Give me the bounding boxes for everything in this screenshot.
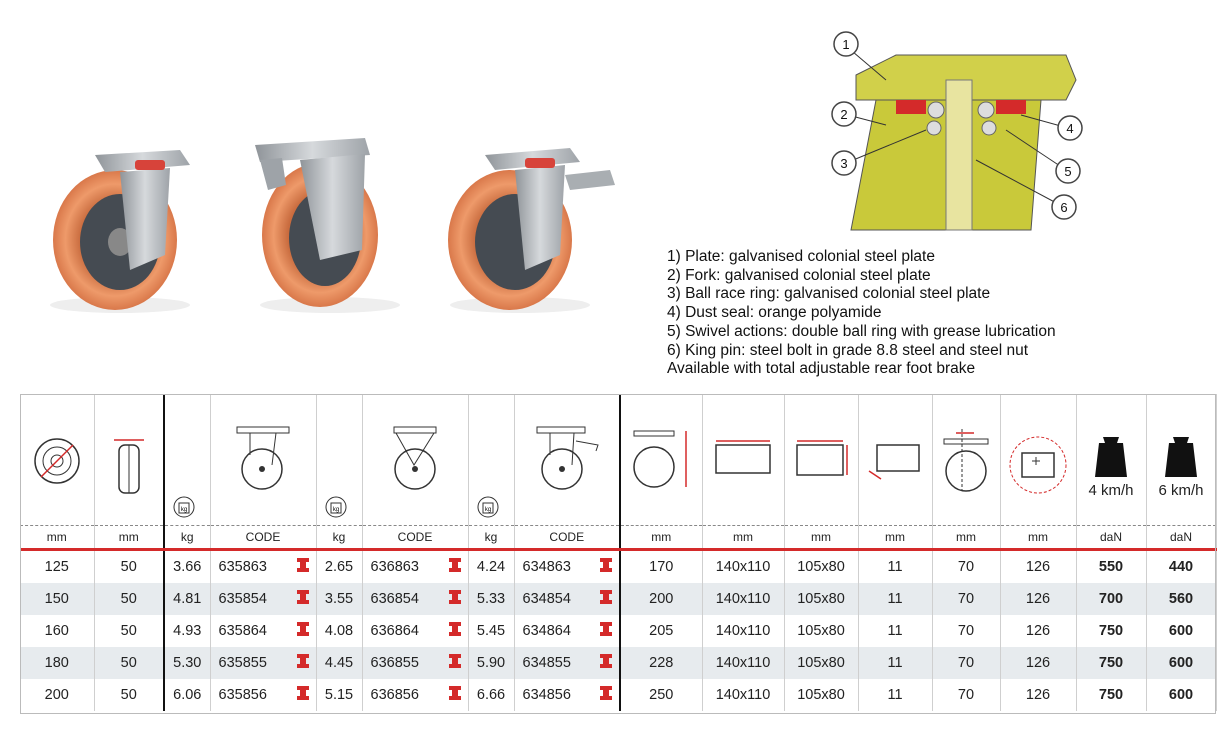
cell-value: 105x80 <box>797 591 845 607</box>
cell-radius <box>1000 647 1076 679</box>
cell-value: 125 <box>44 559 69 575</box>
cell-kg1 <box>164 647 210 679</box>
cell-holes <box>784 647 858 679</box>
cell-value: 11 <box>887 687 903 703</box>
cell-bolt <box>858 583 932 615</box>
cell-d <box>20 679 94 711</box>
cell-c1 <box>210 647 316 679</box>
legend-item: 4) Dust seal: orange polyamide <box>667 304 882 322</box>
wheel-width-icon <box>94 395 164 526</box>
cell-value: 4.08 <box>324 623 354 639</box>
cell-l4 <box>1076 647 1146 679</box>
cell-kg2 <box>316 615 362 647</box>
cell-kg3 <box>468 615 514 647</box>
cell-kg3 <box>468 679 514 711</box>
legend-item: 3) Ball race ring: galvanised colonial steel plate <box>667 285 991 303</box>
cell-value: 550 <box>1098 559 1124 575</box>
cell-value: 126 <box>1025 623 1051 639</box>
weight-icon <box>477 495 499 519</box>
callout-3: 3 <box>840 156 848 171</box>
cell-value: 50 <box>120 591 137 607</box>
cell-value: 4.93 <box>173 623 202 639</box>
legend-item: 5) Swivel actions: double ball ring with grease lubrication <box>667 322 1056 340</box>
cell-plate <box>702 679 784 711</box>
cell-value: 6.66 <box>476 687 506 703</box>
unit-cell: mm <box>784 526 858 550</box>
callout-5: 5 <box>1064 164 1072 179</box>
red-icon <box>599 685 613 703</box>
cell-radius <box>1000 679 1076 711</box>
unit-cell: kg <box>468 526 514 550</box>
cell-value: 250 <box>649 687 674 703</box>
cell-w <box>94 583 164 615</box>
cell-value: 105x80 <box>797 559 845 575</box>
weight-icon <box>325 495 347 519</box>
table-row <box>20 679 1216 711</box>
cell-bolt <box>858 647 932 679</box>
unit-cell: mm <box>94 526 164 550</box>
cell-value: 140x110 <box>715 623 771 639</box>
cell-bolt <box>858 615 932 647</box>
component-legend <box>667 248 1056 379</box>
cell-value: 126 <box>1025 559 1051 575</box>
bolt-hole-icon <box>858 395 932 526</box>
cell-value: 5.90 <box>476 655 506 671</box>
units-row <box>20 526 1216 550</box>
cell-c2 <box>362 615 468 647</box>
cell-value: 635863 <box>218 559 267 575</box>
cell-l6 <box>1146 679 1216 711</box>
cell-plate <box>702 615 784 647</box>
cell-kg1 <box>164 550 210 584</box>
hole-spacing-icon <box>784 395 858 526</box>
cell-value: 70 <box>957 687 975 703</box>
unit-cell: mm <box>1000 526 1076 550</box>
cell-l6 <box>1146 615 1216 647</box>
cell-kg2 <box>316 550 362 584</box>
red-icon <box>599 589 613 607</box>
unit-cell: daN <box>1076 526 1146 550</box>
cell-c1 <box>210 615 316 647</box>
red-icon <box>296 653 310 671</box>
brake-castor-icon <box>514 395 620 526</box>
cell-bolt <box>858 550 932 584</box>
cell-kg1 <box>164 679 210 711</box>
table-row <box>20 647 1216 679</box>
cell-value: 634855 <box>522 655 571 671</box>
cell-holes <box>784 679 858 711</box>
cell-l4 <box>1076 679 1146 711</box>
cell-w <box>94 679 164 711</box>
cell-value: 11 <box>887 559 903 575</box>
cell-c2 <box>362 550 468 584</box>
cell-value: 11 <box>887 591 903 607</box>
unit-cell: mm <box>20 526 94 550</box>
legend-note: Available with total adjustable rear foot brake <box>667 360 976 378</box>
red-icon <box>448 621 462 639</box>
product-photos <box>20 110 620 320</box>
cell-value: 70 <box>957 591 975 607</box>
cell-h <box>620 583 702 615</box>
unit-cell: kg <box>316 526 362 550</box>
cell-value: 750 <box>1098 687 1124 703</box>
red-icon <box>448 589 462 607</box>
cell-c1 <box>210 679 316 711</box>
weight-icon <box>173 495 195 519</box>
cell-offset <box>932 550 1000 584</box>
cell-kg2 <box>316 647 362 679</box>
cell-h <box>620 679 702 711</box>
cell-value: 635856 <box>218 687 267 703</box>
cell-value: 5.15 <box>324 687 354 703</box>
cell-c2 <box>362 583 468 615</box>
weight-col-brake <box>468 395 514 526</box>
cell-kg1 <box>164 583 210 615</box>
load-weight-icon <box>1093 435 1129 477</box>
cell-value: 5.45 <box>476 623 506 639</box>
cell-value: 600 <box>1168 655 1194 671</box>
cell-kg3 <box>468 583 514 615</box>
fixed-castor-photo <box>255 138 400 313</box>
cell-kg2 <box>316 679 362 711</box>
icon-header-row <box>20 395 1216 526</box>
cell-value: 126 <box>1025 591 1051 607</box>
legend-item: 6) King pin: steel bolt in grade 8.8 steel and steel nut <box>667 341 1029 359</box>
cell-offset <box>932 615 1000 647</box>
cell-value: 126 <box>1025 687 1051 703</box>
cell-plate <box>702 647 784 679</box>
load-4kmh-col <box>1076 395 1146 526</box>
cell-c1 <box>210 583 316 615</box>
cell-value: 70 <box>957 655 975 671</box>
cell-value: 5.30 <box>173 655 202 671</box>
table-row <box>20 550 1216 584</box>
cell-value: 634856 <box>522 687 571 703</box>
cell-value: 634854 <box>522 591 571 607</box>
cell-value: 750 <box>1098 655 1124 671</box>
cell-value: 4.45 <box>324 655 354 671</box>
unit-cell: mm <box>620 526 702 550</box>
svg-text:kg: kg <box>332 507 339 513</box>
cell-offset <box>932 679 1000 711</box>
legend-item: 1) Plate: galvanised colonial steel plate <box>667 248 935 265</box>
unit-cell: CODE <box>210 526 316 550</box>
cell-value: 205 <box>649 623 674 639</box>
red-icon <box>448 685 462 703</box>
cell-value: 150 <box>44 591 69 607</box>
swivel-castor-photo <box>50 150 190 313</box>
cell-value: 636854 <box>370 591 419 607</box>
cell-offset <box>932 647 1000 679</box>
cell-value: 11 <box>887 623 903 639</box>
cell-d <box>20 615 94 647</box>
spec-table <box>20 394 1217 711</box>
unit-cell: mm <box>858 526 932 550</box>
callout-1: 1 <box>842 37 850 52</box>
cell-value: 105x80 <box>797 687 845 703</box>
cell-value: 200 <box>649 591 674 607</box>
red-icon <box>448 653 462 671</box>
unit-cell: daN <box>1146 526 1216 550</box>
swivel-radius-icon <box>1000 395 1076 526</box>
table-row <box>20 583 1216 615</box>
svg-text:kg: kg <box>484 507 491 513</box>
cell-h <box>620 550 702 584</box>
cell-w <box>94 615 164 647</box>
cell-value: 50 <box>120 559 137 575</box>
unit-cell: mm <box>702 526 784 550</box>
cell-kg1 <box>164 615 210 647</box>
load-6kmh-col <box>1146 395 1216 526</box>
cell-value: 6.06 <box>173 687 202 703</box>
cell-offset <box>932 583 1000 615</box>
unit-cell: kg <box>164 526 210 550</box>
callout-6: 6 <box>1060 200 1068 215</box>
cell-value: 70 <box>957 623 975 639</box>
cell-h <box>620 615 702 647</box>
cell-value: 200 <box>44 687 69 703</box>
cell-value: 2.65 <box>324 559 354 575</box>
load-weight-icon <box>1163 435 1199 477</box>
cell-value: 635854 <box>218 591 267 607</box>
cell-value: 4.24 <box>476 559 506 575</box>
cell-value: 170 <box>649 559 674 575</box>
cell-value: 3.55 <box>324 591 354 607</box>
callout-2: 2 <box>840 107 848 122</box>
cell-radius <box>1000 550 1076 584</box>
cell-value: 180 <box>44 655 69 671</box>
cell-c1 <box>210 550 316 584</box>
table-row <box>20 615 1216 647</box>
cell-value: 228 <box>649 655 674 671</box>
cell-h <box>620 647 702 679</box>
cell-plate <box>702 550 784 584</box>
cell-holes <box>784 615 858 647</box>
cell-value: 634863 <box>522 559 571 575</box>
cell-value: 636856 <box>370 687 419 703</box>
cell-value: 3.66 <box>173 559 202 575</box>
cell-value: 600 <box>1168 623 1194 639</box>
cell-value: 140x110 <box>715 591 771 607</box>
unit-cell: CODE <box>362 526 468 550</box>
fixed-castor-icon <box>362 395 468 526</box>
cell-kg2 <box>316 583 362 615</box>
cell-w <box>94 647 164 679</box>
cell-l4 <box>1076 583 1146 615</box>
cell-value: 636863 <box>370 559 419 575</box>
cell-value: 105x80 <box>797 623 845 639</box>
cell-value: 4.81 <box>173 591 202 607</box>
cell-c3 <box>514 550 620 584</box>
cell-l4 <box>1076 550 1146 584</box>
cell-value: 140x110 <box>715 687 771 703</box>
red-icon <box>599 653 613 671</box>
cutaway-diagram <box>826 20 1096 236</box>
cell-radius <box>1000 583 1076 615</box>
table-body <box>20 550 1216 712</box>
cell-value: 636855 <box>370 655 419 671</box>
swivel-castor-icon <box>210 395 316 526</box>
cell-value: 50 <box>120 623 137 639</box>
cell-value: 126 <box>1025 655 1051 671</box>
overall-height-icon <box>620 395 702 526</box>
weight-col-swivel <box>164 395 210 526</box>
cell-value: 634864 <box>522 623 571 639</box>
cell-w <box>94 550 164 584</box>
callout-4: 4 <box>1066 121 1074 136</box>
cell-holes <box>784 583 858 615</box>
cell-value: 700 <box>1098 591 1124 607</box>
plate-size-icon <box>702 395 784 526</box>
cell-value: 11 <box>887 655 903 671</box>
cell-l6 <box>1146 647 1216 679</box>
cell-c2 <box>362 647 468 679</box>
cell-d <box>20 647 94 679</box>
red-icon <box>296 589 310 607</box>
cell-value: 635855 <box>218 655 267 671</box>
cell-c3 <box>514 583 620 615</box>
cell-c3 <box>514 647 620 679</box>
cell-l4 <box>1076 615 1146 647</box>
cell-c2 <box>362 679 468 711</box>
cell-value: 50 <box>120 687 137 703</box>
cell-d <box>20 550 94 584</box>
cell-d <box>20 583 94 615</box>
cell-c3 <box>514 679 620 711</box>
wheel-diameter-icon <box>20 395 94 526</box>
cell-value: 70 <box>957 559 975 575</box>
red-icon <box>599 557 613 575</box>
unit-cell: mm <box>932 526 1000 550</box>
cell-value: 600 <box>1168 687 1194 703</box>
offset-icon <box>932 395 1000 526</box>
cell-value: 50 <box>120 655 137 671</box>
cell-value: 160 <box>44 623 69 639</box>
cell-l6 <box>1146 583 1216 615</box>
cell-value: 5.33 <box>476 591 506 607</box>
red-icon <box>599 621 613 639</box>
cell-value: 750 <box>1098 623 1124 639</box>
cell-holes <box>784 550 858 584</box>
cell-kg3 <box>468 647 514 679</box>
cell-value: 635864 <box>218 623 267 639</box>
speed-4kmh-label: 4 km/h <box>1088 482 1134 499</box>
cell-plate <box>702 583 784 615</box>
cell-bolt <box>858 679 932 711</box>
cell-l6 <box>1146 550 1216 584</box>
cell-value: 140x110 <box>715 559 771 575</box>
unit-cell: CODE <box>514 526 620 550</box>
cell-value: 105x80 <box>797 655 845 671</box>
red-icon <box>448 557 462 575</box>
cell-value: 636864 <box>370 623 419 639</box>
red-icon <box>296 621 310 639</box>
brake-castor-photo <box>448 148 615 313</box>
cell-value: 140x110 <box>715 655 771 671</box>
red-icon <box>296 685 310 703</box>
cell-kg3 <box>468 550 514 584</box>
red-icon <box>296 557 310 575</box>
cell-radius <box>1000 615 1076 647</box>
cell-value: 440 <box>1168 559 1194 575</box>
weight-col-fixed <box>316 395 362 526</box>
legend-item: 2) Fork: galvanised colonial steel plate <box>667 266 931 284</box>
svg-text:kg: kg <box>180 507 188 513</box>
cell-c3 <box>514 615 620 647</box>
cell-value: 560 <box>1168 591 1194 607</box>
speed-6kmh-label: 6 km/h <box>1158 482 1204 499</box>
